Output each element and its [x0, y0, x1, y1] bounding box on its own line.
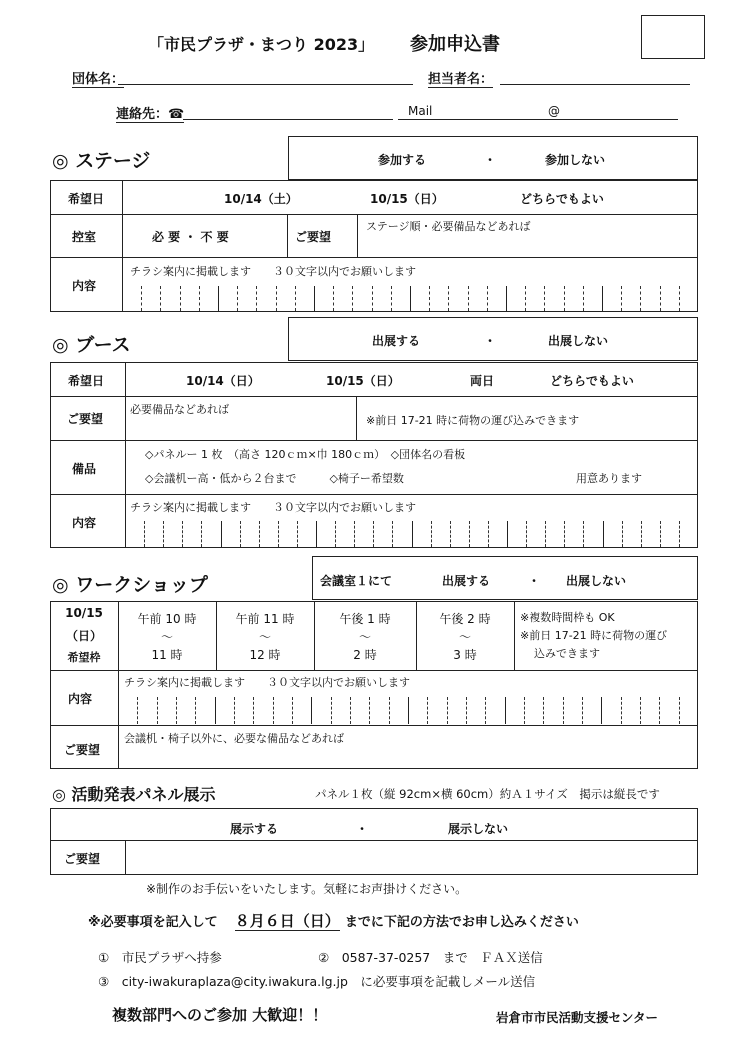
deadline-line — [88, 910, 579, 931]
grid-divider — [163, 521, 164, 547]
grid-divider — [335, 521, 336, 547]
grid-divider — [144, 521, 145, 547]
stage-nojoin-option[interactable]: 参加しない — [545, 153, 606, 167]
workshop-slot-1-tilde: 〜 — [160, 630, 173, 644]
person-field[interactable] — [500, 84, 690, 85]
grid-divider — [466, 697, 467, 724]
panel-nojoin-option[interactable]: 展示しない — [448, 822, 509, 836]
workshop-note-3: 込みできます — [534, 647, 600, 660]
grid-divider — [218, 286, 219, 311]
grid-divider — [412, 521, 413, 547]
stage-date-any[interactable]: どちらでもよい — [520, 192, 604, 206]
grid-divider — [429, 286, 430, 311]
grid-divider — [660, 286, 661, 311]
grid-divider — [350, 697, 351, 724]
booth-equip-ready: 用意あります — [576, 472, 642, 485]
grid-divider — [237, 286, 238, 311]
deadline-date: ８月６日（日） — [234, 912, 340, 930]
grid-divider — [331, 697, 332, 724]
grid-divider — [182, 521, 183, 547]
workshop-slot-2-end[interactable]: 12 時 — [249, 648, 281, 662]
grid-divider — [450, 521, 451, 547]
grid-divider — [354, 521, 355, 547]
workshop-request-hint: 会議机・椅子以外に、必要な備品などあれば — [124, 732, 344, 745]
phone-field[interactable] — [183, 119, 393, 120]
grid-divider — [391, 286, 392, 311]
mail-at: @ — [548, 104, 560, 118]
grid-divider — [583, 286, 584, 311]
grid-divider — [221, 521, 222, 547]
grid-divider — [273, 697, 274, 724]
deadline-post: までに下記の方法でお申し込みください — [344, 915, 579, 930]
grid-divider — [621, 697, 622, 724]
grid-divider — [563, 697, 564, 724]
contact-label: 連絡先：☎ — [116, 103, 184, 123]
person-label: 担当者名： — [428, 68, 493, 88]
grid-divider — [333, 286, 334, 311]
booth-join-dot: ・ — [484, 334, 497, 348]
grid-divider — [201, 521, 202, 547]
grid-divider — [372, 286, 373, 311]
mail-field[interactable] — [398, 119, 678, 120]
workshop-slot-4-tilde: 〜 — [458, 630, 471, 644]
grid-divider — [447, 697, 448, 724]
booth-join-option[interactable]: 出展する — [372, 334, 421, 348]
panel-spec: パネル１枚（縦 92cm×横 60cm）約Ａ１サイズ 掲示は縦長です — [315, 787, 660, 801]
panel-join-dot: ・ — [356, 822, 369, 836]
grid-divider — [679, 521, 680, 547]
grid-divider — [621, 286, 622, 311]
booth-nojoin-option[interactable]: 出展しない — [548, 334, 609, 348]
grid-divider — [431, 521, 432, 547]
grid-divider — [408, 697, 409, 724]
organizer-name: 岩倉市市民活動支援センター — [496, 1010, 659, 1025]
stage-heading: ◎ ステージ — [52, 150, 151, 172]
booth-date-label: 希望日 — [68, 374, 105, 388]
help-note: ※制作のお手伝いをいたします。気軽にお声掛けください。 — [146, 882, 468, 896]
workshop-content-label: 内容 — [68, 692, 93, 706]
grid-divider — [543, 697, 544, 724]
mail-label: Mail — [408, 104, 433, 118]
stage-request-label: ご要望 — [295, 230, 332, 244]
workshop-note-2: ※前日 17-21 時に荷物の運び — [520, 629, 668, 642]
grid-divider — [256, 286, 257, 311]
method-3: ③ city-iwakuraplaza@city.iwakura.lg.jp に必要事項を記載しメール送信 — [98, 974, 536, 989]
workshop-join-dot: ・ — [528, 574, 541, 588]
panel-request-field[interactable] — [126, 841, 697, 874]
grid-divider — [311, 697, 312, 724]
panel-heading: ◎ 活動発表パネル展示 — [52, 785, 216, 804]
grid-divider — [157, 697, 158, 724]
grid-divider — [137, 697, 138, 724]
grid-divider — [582, 697, 583, 724]
grid-divider — [314, 286, 315, 311]
booth-date-1015[interactable]: 10/15（日） — [326, 374, 400, 388]
grid-divider — [603, 521, 604, 547]
grid-divider — [316, 521, 317, 547]
booth-content-label: 内容 — [72, 516, 97, 530]
booth-request-label: ご要望 — [67, 412, 104, 426]
grid-divider — [659, 697, 660, 724]
booth-content-hint: チラシ案内に掲載します ３０文字以内でお願いします — [130, 501, 416, 514]
booth-date-both[interactable]: 両日 — [470, 374, 495, 388]
grid-divider — [259, 521, 260, 547]
grid-divider — [427, 697, 428, 724]
grid-divider — [679, 286, 680, 311]
grid-divider — [468, 286, 469, 311]
grid-divider — [525, 286, 526, 311]
stage-room-label: 控室 — [72, 230, 97, 244]
grid-divider — [276, 286, 277, 311]
grid-divider — [506, 286, 507, 311]
grid-divider — [640, 697, 641, 724]
grid-divider — [679, 697, 680, 724]
workshop-date-line1: 10/15 — [65, 606, 103, 620]
workshop-date-line2: （日） — [65, 629, 102, 643]
grid-divider — [544, 286, 545, 311]
workshop-slot-1-start[interactable]: 午前 10 時 — [137, 612, 197, 626]
method-2: ② 0587-37-0257 まで ＦＡＸ送信 — [318, 950, 543, 965]
grid-divider — [660, 521, 661, 547]
workshop-date-line3: 希望枠 — [67, 651, 101, 664]
grid-divider — [141, 286, 142, 311]
workshop-room: 会議室１にて — [320, 574, 393, 588]
workshop-request-label: ご要望 — [64, 743, 101, 757]
panel-join-option[interactable]: 展示する — [230, 822, 279, 836]
booth-date-1014[interactable]: 10/14（日） — [186, 374, 260, 388]
workshop-slot-1-end[interactable]: 11 時 — [151, 648, 183, 662]
org-name-label: 団体名： — [72, 68, 124, 88]
grid-divider — [485, 697, 486, 724]
org-name-field[interactable] — [118, 84, 413, 85]
grid-divider — [545, 521, 546, 547]
workshop-char-grid[interactable] — [118, 694, 698, 725]
grid-divider — [352, 286, 353, 311]
booth-equip-label: 備品 — [72, 462, 97, 476]
grid-divider — [369, 697, 370, 724]
deadline-pre: ※必要事項を記入して — [88, 915, 218, 930]
grid-divider — [524, 697, 525, 724]
stage-date-1014[interactable]: 10/14（土） — [224, 192, 298, 206]
workshop-slot-3-start[interactable]: 午後 1 時 — [339, 612, 391, 626]
workshop-content-hint: チラシ案内に掲載します ３０文字以内でお願いします — [124, 676, 410, 689]
grid-divider — [199, 286, 200, 311]
grid-divider — [215, 697, 216, 724]
stage-join-option[interactable]: 参加する — [378, 153, 427, 167]
form-title: 「市民プラザ・まつり 2023」 — [148, 35, 375, 54]
booth-request-note: ※前日 17-21 時に荷物の運び込みできます — [366, 414, 580, 427]
workshop-slot-3-tilde: 〜 — [358, 630, 371, 644]
form-title-sub: 参加申込書 — [410, 34, 500, 55]
workshop-slot-2-start[interactable]: 午前 11 時 — [235, 612, 295, 626]
grid-divider — [488, 521, 489, 547]
grid-divider — [295, 286, 296, 311]
grid-divider — [253, 697, 254, 724]
booth-equip-line2: ◇会議机ー高・低から２台まで ◇椅子ー希望数 — [145, 472, 404, 485]
grid-divider — [292, 697, 293, 724]
grid-divider — [297, 521, 298, 547]
grid-divider — [487, 286, 488, 311]
workshop-slot-4-start[interactable]: 午後 2 時 — [439, 612, 491, 626]
booth-heading: ◎ ブース — [52, 334, 131, 356]
booth-date-any[interactable]: どちらでもよい — [550, 374, 634, 388]
workshop-heading: ◎ ワークショップ — [52, 574, 208, 596]
grid-divider — [373, 521, 374, 547]
booth-request-hint: 必要備品などあれば — [130, 403, 229, 416]
stage-char-grid[interactable] — [122, 283, 698, 312]
stage-date-label: 希望日 — [68, 192, 105, 206]
booth-equip-line1: ◇パネルー 1 枚 （高さ 120ｃｍ×巾 180ｃｍ） ◇団体名の看板 — [145, 448, 466, 461]
stage-room-options[interactable]: 必 要 ・ 不 要 — [152, 230, 229, 244]
stage-date-1015[interactable]: 10/15（日） — [370, 192, 444, 206]
stage-content-label: 内容 — [72, 279, 97, 293]
grid-divider — [389, 697, 390, 724]
grid-divider — [180, 286, 181, 311]
workshop-slot-3-end[interactable]: 2 時 — [353, 648, 377, 662]
panel-request-label: ご要望 — [64, 852, 101, 866]
grid-divider — [160, 286, 161, 311]
welcome-message: 複数部門へのご参加 大歓迎！！ — [112, 1006, 328, 1024]
grid-divider — [641, 521, 642, 547]
reception-stamp-box — [641, 15, 705, 59]
grid-divider — [278, 521, 279, 547]
grid-divider — [564, 521, 565, 547]
grid-divider — [526, 521, 527, 547]
workshop-slot-4-end[interactable]: 3 時 — [453, 648, 477, 662]
grid-divider — [505, 697, 506, 724]
grid-divider — [583, 521, 584, 547]
grid-divider — [564, 286, 565, 311]
grid-divider — [410, 286, 411, 311]
workshop-join-option[interactable]: 出展する — [442, 574, 491, 588]
grid-divider — [176, 697, 177, 724]
grid-divider — [448, 286, 449, 311]
booth-char-grid[interactable] — [125, 518, 698, 548]
grid-divider — [602, 286, 603, 311]
stage-request-hint: ステージ順・必要備品などあれば — [366, 220, 531, 233]
grid-divider — [469, 521, 470, 547]
workshop-note-1: ※複数時間枠も OK — [520, 611, 615, 624]
workshop-slot-2-tilde: 〜 — [258, 630, 271, 644]
grid-divider — [640, 286, 641, 311]
workshop-nojoin-option[interactable]: 出展しない — [566, 574, 627, 588]
grid-divider — [601, 697, 602, 724]
grid-divider — [240, 521, 241, 547]
grid-divider — [195, 697, 196, 724]
stage-join-dot: ・ — [484, 153, 497, 167]
grid-divider — [622, 521, 623, 547]
method-1: ① 市民プラザへ持参 — [98, 950, 222, 965]
stage-content-hint: チラシ案内に掲載します ３０文字以内でお願いします — [130, 265, 416, 278]
grid-divider — [392, 521, 393, 547]
grid-divider — [234, 697, 235, 724]
grid-divider — [507, 521, 508, 547]
